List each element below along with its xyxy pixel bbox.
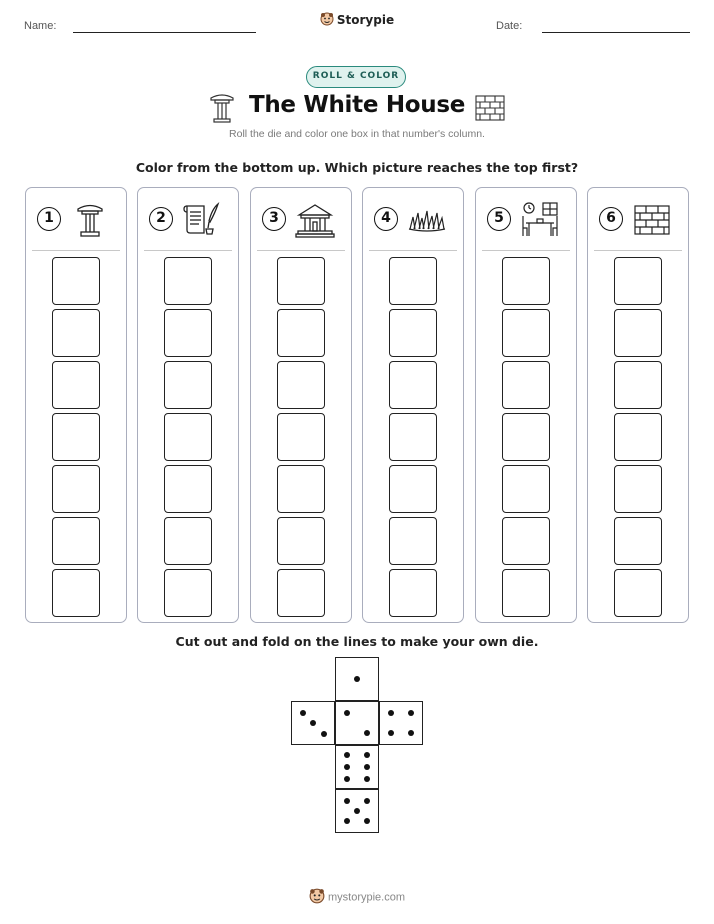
color-box[interactable]	[164, 309, 212, 357]
color-box[interactable]	[164, 465, 212, 513]
storypie-logo-icon	[320, 12, 334, 29]
die-pip	[408, 710, 414, 716]
scroll-quill-icon	[182, 201, 222, 239]
color-box[interactable]	[614, 413, 662, 461]
die-pip	[344, 764, 350, 770]
color-box[interactable]	[277, 517, 325, 565]
die-pip	[388, 730, 394, 736]
storypie-logo-icon	[309, 888, 325, 907]
color-box[interactable]	[502, 361, 550, 409]
die-pip	[344, 710, 350, 716]
column-divider	[144, 250, 232, 251]
color-box[interactable]	[164, 517, 212, 565]
die-pip	[364, 818, 370, 824]
column-number: 3	[262, 207, 286, 231]
color-box[interactable]	[164, 569, 212, 617]
footer	[0, 888, 714, 907]
date-label: Date:	[496, 20, 523, 32]
color-box[interactable]	[277, 257, 325, 305]
die-face-6	[335, 745, 379, 789]
color-box[interactable]	[164, 413, 212, 461]
die-pip	[344, 752, 350, 758]
color-box[interactable]	[164, 257, 212, 305]
activity-badge: ROLL & COLOR	[306, 66, 406, 88]
color-box[interactable]	[277, 465, 325, 513]
column-number: 2	[149, 207, 173, 231]
subtitle: Roll the die and color one box in that number's column.	[229, 128, 485, 140]
die-face-5	[335, 789, 379, 833]
color-box[interactable]	[164, 361, 212, 409]
die-face-4	[379, 701, 423, 745]
color-box[interactable]	[502, 465, 550, 513]
die-pip	[310, 720, 316, 726]
roll-column-4	[362, 187, 464, 623]
column-number: 1	[37, 207, 61, 231]
die-pip	[388, 710, 394, 716]
roll-column-5	[475, 187, 577, 623]
color-box[interactable]	[502, 569, 550, 617]
roll-column-1	[25, 187, 127, 623]
color-box[interactable]	[389, 569, 437, 617]
die-pip	[321, 731, 327, 737]
color-box[interactable]	[614, 361, 662, 409]
brick-wall-icon	[632, 201, 672, 239]
color-box[interactable]	[52, 361, 100, 409]
column-divider	[369, 250, 457, 251]
name-label: Name:	[24, 20, 57, 32]
die-pip	[354, 808, 360, 814]
color-box[interactable]	[52, 257, 100, 305]
color-box[interactable]	[614, 309, 662, 357]
column-divider	[32, 250, 120, 251]
brand-name: Storypie	[336, 13, 395, 27]
color-box[interactable]	[277, 413, 325, 461]
grass-lawn-icon	[407, 201, 447, 239]
brand	[0, 12, 714, 29]
color-box[interactable]	[502, 309, 550, 357]
column-number: 5	[487, 207, 511, 231]
brick-wall-icon	[475, 95, 505, 121]
cut-instruction: Cut out and fold on the lines to make your own die.	[175, 634, 539, 649]
color-box[interactable]	[614, 257, 662, 305]
color-box[interactable]	[389, 361, 437, 409]
die-pip	[354, 676, 360, 682]
die-pip	[364, 764, 370, 770]
color-box[interactable]	[614, 517, 662, 565]
color-box[interactable]	[502, 517, 550, 565]
roll-column-6	[587, 187, 689, 623]
color-box[interactable]	[277, 309, 325, 357]
color-box[interactable]	[52, 517, 100, 565]
die-pip	[300, 710, 306, 716]
color-box[interactable]	[52, 569, 100, 617]
name-line[interactable]	[73, 32, 256, 33]
column-number: 4	[374, 207, 398, 231]
column-number: 6	[599, 207, 623, 231]
column-divider	[257, 250, 345, 251]
die-pip	[344, 818, 350, 824]
die-face-1	[335, 657, 379, 701]
die-pip	[344, 776, 350, 782]
date-line[interactable]	[542, 32, 690, 33]
roll-column-2	[137, 187, 239, 623]
dining-room-icon	[520, 201, 560, 239]
footer-url[interactable]: mystorypie.com	[327, 891, 406, 904]
color-box[interactable]	[389, 309, 437, 357]
color-box[interactable]	[389, 517, 437, 565]
die-face-2	[335, 701, 379, 745]
color-box[interactable]	[52, 465, 100, 513]
color-box[interactable]	[277, 361, 325, 409]
die-pip	[364, 798, 370, 804]
die-face-3	[291, 701, 335, 745]
color-box[interactable]	[502, 413, 550, 461]
color-box[interactable]	[614, 569, 662, 617]
color-box[interactable]	[52, 413, 100, 461]
column-divider	[594, 250, 682, 251]
die-pip	[364, 752, 370, 758]
die-pip	[344, 798, 350, 804]
die-pip	[364, 730, 370, 736]
column-pillar-icon	[70, 201, 110, 239]
white-house-icon	[295, 201, 335, 239]
page-title: The White House	[248, 92, 466, 118]
roll-column-3	[250, 187, 352, 623]
die-pip	[408, 730, 414, 736]
column-divider	[482, 250, 570, 251]
die-pip	[364, 776, 370, 782]
color-box[interactable]	[389, 257, 437, 305]
color-box[interactable]	[614, 465, 662, 513]
color-box[interactable]	[52, 309, 100, 357]
instruction: Color from the bottom up. Which picture reaches the top first?	[135, 160, 579, 175]
color-box[interactable]	[502, 257, 550, 305]
color-box[interactable]	[389, 465, 437, 513]
color-box[interactable]	[277, 569, 325, 617]
color-box[interactable]	[389, 413, 437, 461]
